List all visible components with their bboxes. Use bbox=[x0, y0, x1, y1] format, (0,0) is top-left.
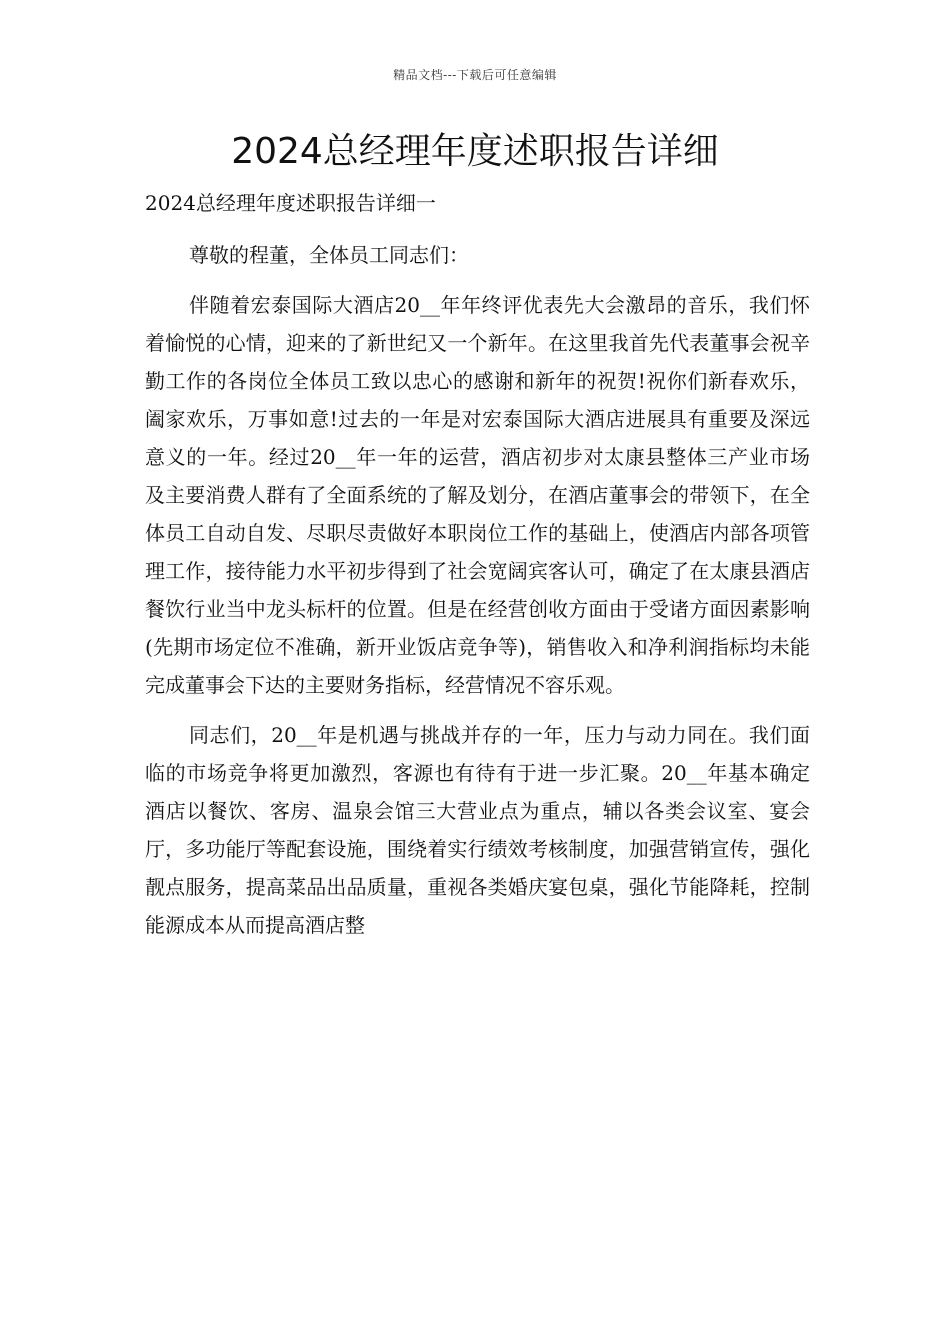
body-paragraph: 伴随着宏泰国际大酒店20__年年终评优表先大会激昂的音乐，我们怀着愉悦的心情，迎来的了新世纪又一个新年。在这里我首先代表董事会祝辛勤工作的各岗位全体员工致以忠心的感谢和新年的祝贺!祝你们新春欢乐，阖家欢乐，万事如意!过去的一年是对宏泰国际大酒店进展具有重要及深远意义的一年。经过20__年一年的运营，酒店初步对太康县整体三产业市场及主要消费人群有了全面系统的了解及划分，在酒店董事会的带领下，在全体员工自动自发、尽职尽责做好本职岗位工作的基础上，使酒店内部各项管理工作，接待能力水平初步得到了社会宽阔宾客认可，确定了在太康县酒店餐饮行业当中龙头标杆的位置。但是在经营创收方面由于受诸方面因素影响(先期市场定位不准确，新开业饭店竞争等)，销售收入和净利润指标均未能完成董事会下达的主要财务指标，经营情况不容乐观。 bbox=[145, 293, 810, 697]
salutation-paragraph: 尊敬的程董，全体员工同志们： bbox=[189, 243, 469, 267]
document-title: 2024总经理年度述职报告详细 bbox=[231, 131, 719, 172]
header-note: 精品文档---下载后可任意编辑 bbox=[393, 68, 557, 82]
document-body bbox=[145, 184, 810, 944]
document-subtitle: 2024总经理年度述职报告详细一 bbox=[145, 191, 436, 215]
body-paragraph: 同志们，20__年是机遇与挑战并存的一年，压力与动力同在。我们面临的市场竞争将更加激烈，客源也有待有于进一步汇聚。20__年基本确定酒店以餐饮、客房、温泉会馆三大营业点为重点，辅以各类会议室、宴会厅，多功能厅等配套设施，围绕着实行绩效考核制度，加强营销宣传，强化靓点服务，提高菜品出品质量，重视各类婚庆宴包桌，强化节能降耗，控制能源成本从而提高酒店整 bbox=[145, 723, 810, 937]
